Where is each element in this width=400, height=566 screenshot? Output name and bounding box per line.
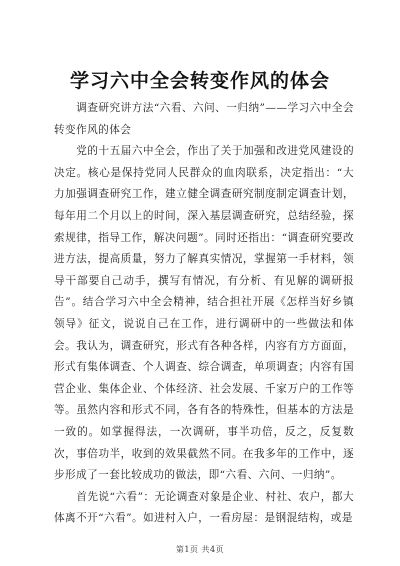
document-title: 学习六中全会转变作风的体会 <box>69 70 330 92</box>
paragraph-subtitle: 调查研究讲方法“六看、六问、一归纳”——学习六中全会转变作风的体会 <box>54 102 354 136</box>
paragraph-intro: 党的十五届六中全会，作出了关于加强和改进党风建设的决定。核心是保持党同人民群众的血肉联系，决定指出：“大力加强调查研究工作，建立健全调查研究制度制定调查计划，每年用二个月以上的时间，深入基层调查研究，总结经验，探索规律，指导工作，解决问题”。同时还指出：“调查研究要改进方法，提高质量，努力了解真实情况，掌握第一手材料，领导干部要自己动手，撰写有情况，有分析、有见解的调研报告”。结合学习六中全会精神，结合担社开展《怎样当好乡镇领导》征文，说说自己在工作，进行调研中的一些做法和体会。我认为，调查研究，形式有各种各样，内容有方方面面，形式有集体调查、个人调查、综合调查，单项调查；内容有国营企业、集体企业、个体经济、社会发展、千家万户的工作等等。虽然内容和形式不同，各有各的特殊性，但基本的方法是一致的。如掌握得法，一次调研，事半功倍，反之，反复数次，事倍功半，收到的效果截然不同。在我多年的工作中，逐步形成了一套比较成功的做法，即“六看、六问、一归纳”。 <box>54 145 354 482</box>
page-number: 第1页 共4页 <box>175 545 225 554</box>
document-body <box>54 98 354 530</box>
paragraph-six-looks: 首先说“六看”：无论调查对象是企业、村社、农户，都大体离不开“六看”。如进村入户，一看房屋：是钢混结构，或是 <box>54 490 354 525</box>
